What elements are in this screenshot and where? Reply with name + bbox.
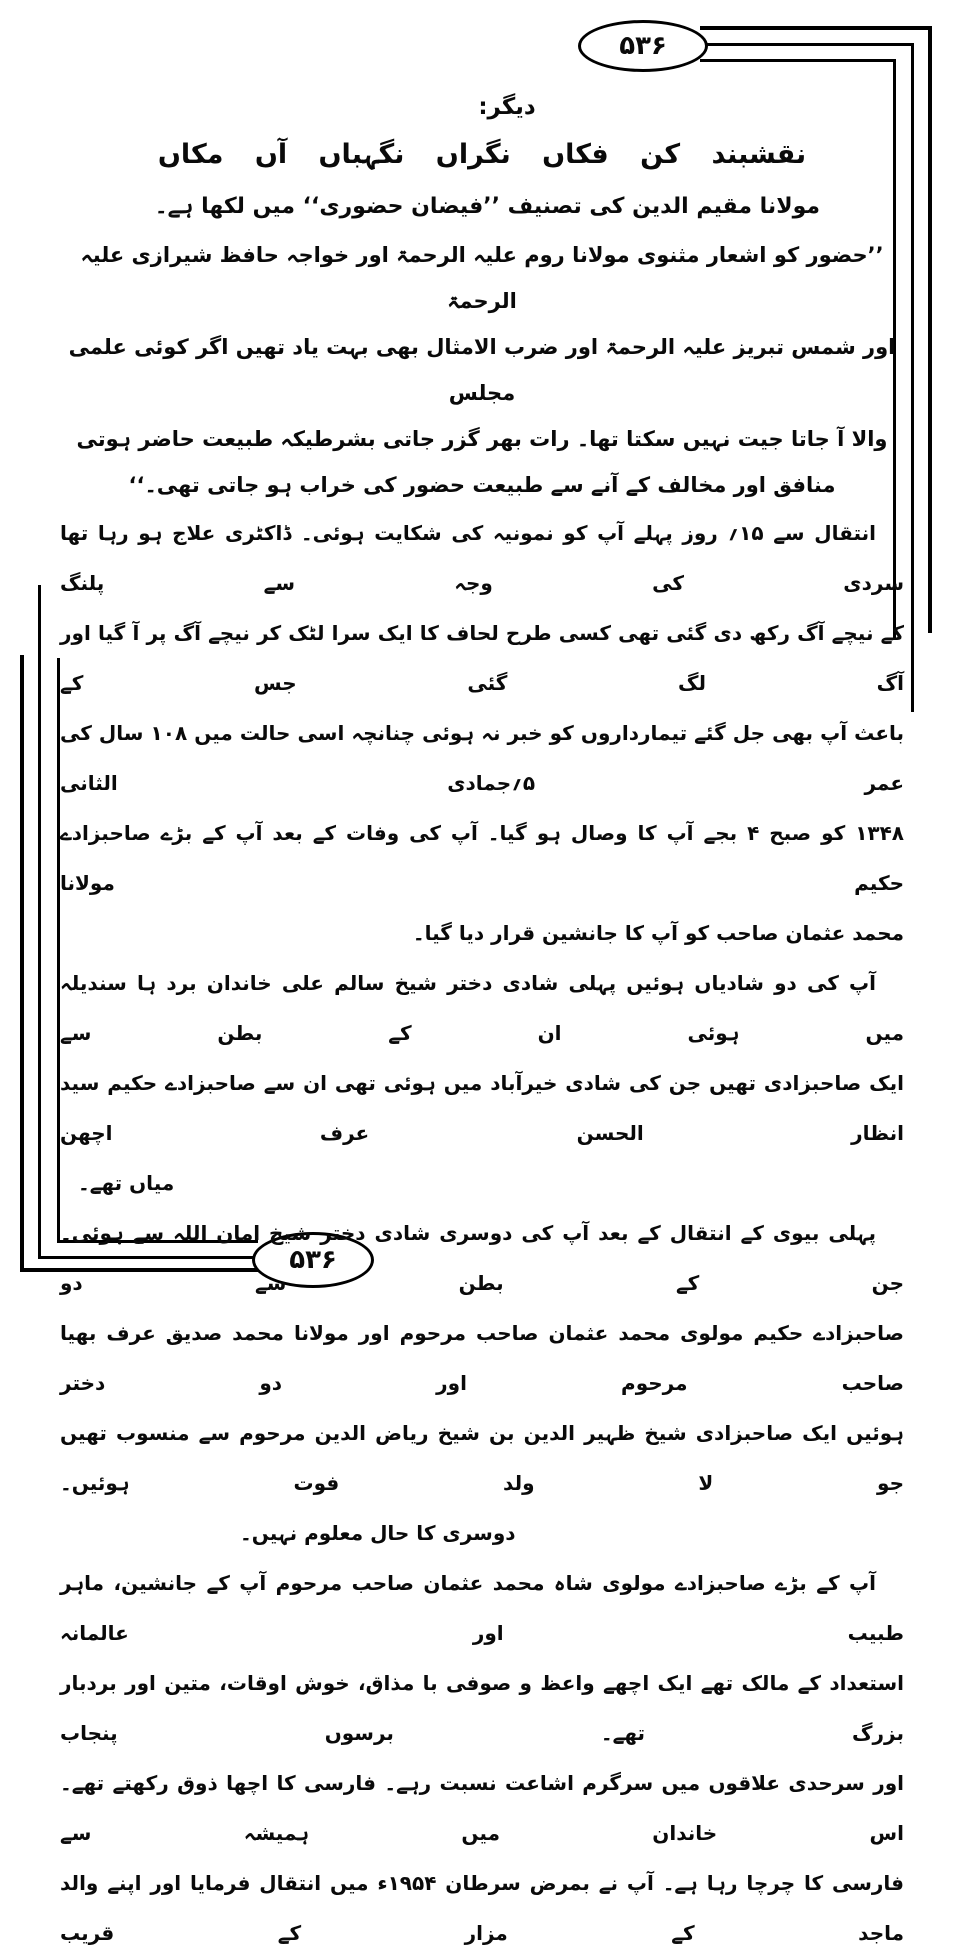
body-line: ۱۳۴۸ کو صبح ۴ بجے آپ کا وصال ہو گیا۔ آپ کی وفات کے بعد آپ کے بڑے صاحبزادے حکیم مولانا [60,821,905,895]
body-line: کے نیچے آگ رکھ دی گئی تھی کسی طرح لحاف کا ایک سرا لٹک کر نیچے آگ پر آ گیا اور آگ لگ گئی جس کے [60,621,904,695]
quote-block [60,232,904,508]
body-line: فارسی کا چرچا رہا ہے۔ آپ نے بمرض سرطان ۱۹۵۴ء میں انتقال فرمایا اور اپنے والد ماجد کے مزار کے قریب [60,1871,905,1945]
body-line: آپ کے بڑے صاحبزادے مولوی شاہ محمد عثمان صاحب مرحوم آپ کے جانشین، ماہر طبیب اور عالمانہ [60,1571,904,1645]
verse-line: نقشبند کن فکاں نگراں نگہباں آں مکاں [157,139,807,170]
paragraph-second-marriage [60,1208,904,1558]
paragraph-death [60,508,904,958]
body-line: صاحبزادے حکیم مولوی محمد عثمان صاحب مرحوم اور مولانا محمد صدیق عرف بھیا صاحب مرحوم اور دو دختر [60,1321,904,1395]
paragraph-successor [60,1558,904,1958]
text-column [60,86,904,1958]
body-line: اور سرحدی علاقوں میں سرگرم اشاعت نسبت رہے۔ فارسی کا اچھا ذوق رکھتے تھے۔ اس خاندان میں ہمیشہ سے [60,1771,904,1845]
body-line: باعث آپ بھی جل گئے تیمارداروں کو خبر نہ ہوئی چنانچہ اسی حالت میں ۱۰۸ سال کی عمر ۵؍جمادی الثانی [60,721,905,795]
page-number-badge-top [578,20,708,72]
body-line: استعداد کے مالک تھے ایک اچھے واعظ و صوفی با مذاق، خوش اوقات، متین اور بردبار بزرگ تھے۔ برسوں پنجاب [60,1671,904,1745]
section-label: دیگر: [478,94,536,120]
body-line: آپ کی دو شادیاں ہوئیں پہلی شادی دختر شیخ سالم علی خاندان برد ہا سندیلہ میں ہوئی ان کے بطن سے [60,971,904,1045]
quote-line: ’’حضور کو اشعار مثنوی مولانا روم علیہ الرحمۃ اور خواجہ حافظ شیرازی علیہ الرحمۃ [80,243,884,313]
body-line: پہلی بیوی کے انتقال کے بعد آپ کی دوسری شادی دختر شیخ امان اللہ سے ہوئی۔ جن کے بطن سے دو [60,1221,904,1295]
quote-line: والا آ جاتا جیت نہیں سکتا تھا۔ رات بھر گزر جاتی بشرطیکہ طبیعت حاضر ہوتی [76,427,888,451]
body-line: میاں تھے۔ [78,1171,175,1195]
body-line: ہوئیں ایک صاحبزادی شیخ ظہیر الدین بن شیخ ریاض الدین مرحوم سے منسوب تھیں جو لا ولد فوت ہوئیں۔ [60,1421,904,1495]
body-line: محمد عثمان صاحب کو آپ کا جانشین قرار دیا گیا۔ [412,921,904,945]
body-line: ایک صاحبزادی تھیں جن کی شادی خیرآباد میں ہوئی تھی ان سے صاحبزادے حکیم سید انظار الحسن عرف اچھن [60,1071,904,1145]
body-line: انتقال سے ۱۵؍ روز پہلے آپ کو نمونیہ کی شکایت ہوئی۔ ڈاکٹری علاج ہو رہا تھا سردی کی وجہ سے پلنگ [60,521,904,595]
quote-line: اور شمس تبریز علیہ الرحمۃ اور ضرب الامثال بھی بہت یاد تھیں اگر کوئی علمی مجلس [68,335,896,405]
quote-line: منافق اور مخالف کے آنے سے طبیعت حضور کی خراب ہو جاتی تھی۔‘‘ [128,473,836,497]
body-line: دوسری کا حال معلوم نہیں۔ [240,1521,516,1545]
paragraph-first-marriage [60,958,904,1208]
attribution-line: مولانا مقیم الدین کی تصنیف ’’فیضان حضوری‘‘ میں لکھا ہے۔ [154,194,820,219]
page-number: ۵۳۶ [619,31,667,61]
page-number: ۵۳۶ [289,1245,337,1275]
